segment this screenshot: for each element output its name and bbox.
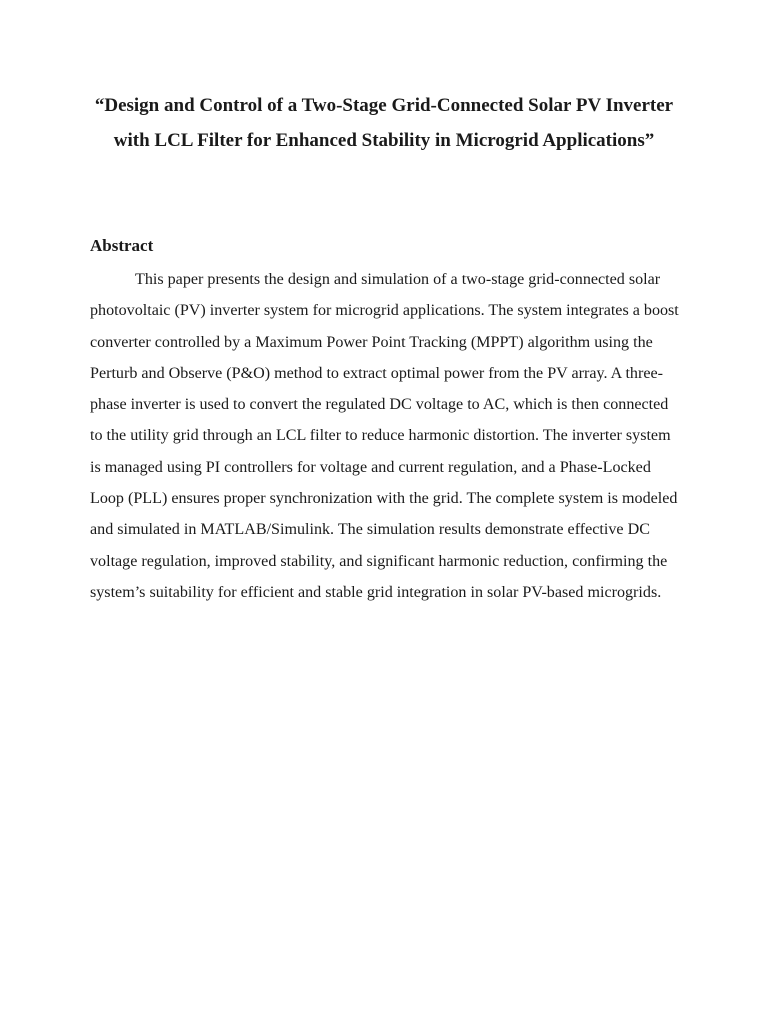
abstract-paragraph: This paper presents the design and simulation of a two-stage grid-connected solar photovoltaic (PV) inverter system for microgrid applications. The system integrates a boost converter controlled by a Maximum Power Point Tracking (MPPT) algorithm using the Perturb and Observe (P&O) method to extract optimal power from the PV array. A three-phase inverter is used to convert the regulated DC voltage to AC, which is then connected to the utility grid through an LCL filter to reduce harmonic distortion. The inverter system is managed using PI controllers for voltage and current regulation, and a Phase-Locked Loop (PLL) ensures proper synchronization with the grid. The complete system is modeled and simulated in MATLAB/Simulink. The simulation results demonstrate effective DC voltage regulation, improved stability, and significant harmonic reduction, confirming the system’s suitability for efficient and stable grid integration in solar PV-based microgrids. xyxy=(90,271,679,601)
paper-title: “Design and Control of a Two-Stage Grid-Connected Solar PV Inverter with LCL Filter for Enhanced Stability in Microgrid Applications” xyxy=(94,95,674,151)
abstract-heading: Abstract xyxy=(90,236,154,255)
